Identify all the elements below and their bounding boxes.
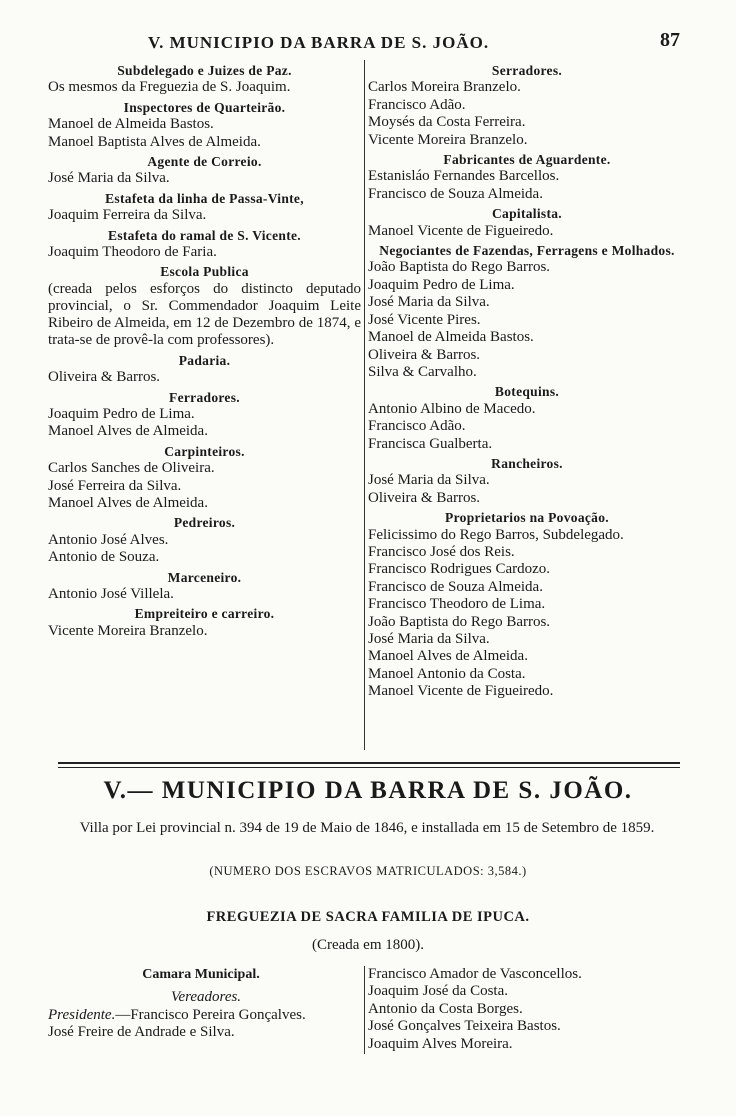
member-line: Joaquim Alves Moreira.	[368, 1035, 513, 1052]
entry-line: Manoel de Almeida Bastos.	[48, 116, 214, 133]
entry-line: Oliveira & Barros.	[48, 369, 161, 386]
member-line: José Freire de Andrade e Silva.	[48, 1024, 235, 1041]
entry-line: Francisco Rodrigues Cardozo.	[368, 561, 551, 578]
member-line: José Gonçalves Teixeira Bastos.	[368, 1018, 561, 1035]
entry-line: Antonio José Alves.	[48, 531, 169, 548]
section-heading: Pedreiros.	[173, 515, 236, 531]
entry-line: Estanisláo Fernandes Barcellos.	[368, 168, 560, 185]
entry-line: Oliveira & Barros.	[368, 346, 481, 363]
entry-line: Francisco de Souza Almeida.	[368, 185, 543, 202]
vereadores-heading: Vereadores.	[170, 989, 242, 1006]
presidente-line	[48, 1007, 364, 1024]
section-heading: Marceneiro.	[167, 569, 242, 585]
entry-line: Carlos Moreira Branzelo.	[368, 79, 521, 96]
entry-line: José Maria da Silva.	[368, 294, 490, 311]
municipio-title: V.— MUNICIPIO DA BARRA DE S. JOÃO.	[103, 777, 633, 804]
section-heading: Proprietarios na Povoação.	[445, 510, 609, 526]
entry-line: Manoel Antonio da Costa.	[368, 665, 526, 682]
entry-line: Moysés da Costa Ferreira.	[368, 114, 526, 131]
entry-line: Joaquim Pedro de Lima.	[48, 405, 195, 422]
entry-line: Antonio de Souza.	[48, 549, 160, 566]
entry-line: Vicente Moreira Branzelo.	[368, 131, 528, 148]
entry-line: Carlos Sanches de Oliveira.	[48, 460, 215, 477]
entry-line: Oliveira & Barros.	[368, 489, 481, 506]
member-line: Francisco Amador de Vasconcellos.	[368, 966, 582, 982]
parish-title: FREGUEZIA DE SACRA FAMILIA DE IPUCA.	[206, 909, 530, 925]
entry-line: Francisco Adão.	[368, 96, 466, 113]
section-heading: Agente de Correio.	[147, 154, 262, 170]
entry-line: Silva & Carvalho.	[368, 363, 477, 380]
camara-heading: Camara Municipal.	[142, 967, 260, 982]
section-heading: Padaria.	[178, 352, 231, 368]
section-heading: Botequins.	[494, 384, 560, 400]
left-column	[48, 60, 361, 640]
founding-note: Villa por Lei provincial n. 394 de 19 de Maio de 1846, e installada em 15 de Setembro de 1859.	[79, 820, 655, 836]
camara-left-column	[48, 966, 364, 1042]
presidente-label: Presidente.	[48, 1006, 116, 1023]
entry-line: João Baptista do Rego Barros.	[368, 259, 551, 276]
entry-line: Francisco José dos Reis.	[368, 543, 515, 560]
entry-line: José Maria da Silva.	[48, 170, 170, 187]
entry-line: José Vicente Pires.	[368, 311, 481, 328]
slaves-count: (NUMERO DOS ESCRAVOS MATRICULADOS: 3,584.)	[209, 864, 527, 878]
member-line: Antonio da Costa Borges.	[368, 1000, 523, 1017]
section-heading: Empreiteiro e carreiro.	[134, 606, 275, 622]
page-number: 87	[660, 29, 680, 51]
column-divider	[364, 60, 365, 750]
section-heading: Inspectores de Quarteirão.	[123, 99, 286, 115]
section-heading: Estafeta do ramal de S. Vicente.	[108, 227, 301, 243]
entry-line: Antonio Albino de Macedo.	[368, 400, 536, 417]
entry-line: Francisca Gualberta.	[368, 435, 493, 452]
entry-line: Vicente Moreira Branzelo.	[48, 622, 208, 639]
section-rule	[58, 767, 680, 768]
running-title: V. MUNICIPIO DA BARRA DE S. JOÃO.	[148, 33, 490, 52]
entry-line: José Maria da Silva.	[368, 472, 490, 489]
entry-line: Joaquim Theodoro de Faria.	[48, 244, 217, 261]
section-heading: Carpinteiros.	[164, 443, 245, 459]
right-column	[368, 60, 686, 701]
section-heading: Rancheiros.	[491, 455, 563, 471]
entry-line: Joaquim Ferreira da Silva.	[48, 207, 207, 224]
camara-right-column	[368, 966, 686, 1053]
entry-line: José Maria da Silva.	[368, 631, 490, 647]
entry-line: João Baptista do Rego Barros.	[368, 613, 551, 630]
parish-created: (Creada em 1800).	[311, 937, 425, 953]
presidente-name: —Francisco Pereira Gonçalves.	[115, 1006, 306, 1023]
entry-line: Joaquim Pedro de Lima.	[368, 276, 515, 293]
entry-line: Francisco de Souza Almeida.	[368, 578, 543, 595]
section-rule	[58, 762, 680, 764]
entry-line: Francisco Adão.	[368, 418, 466, 435]
entry-line: José Ferreira da Silva.	[48, 477, 182, 494]
section-heading: Fabricantes de Aguardente.	[443, 152, 611, 168]
entry-line: Manoel de Almeida Bastos.	[368, 329, 534, 346]
entry-line: Manoel Alves de Almeida.	[368, 648, 528, 665]
entry-line: Manoel Vicente de Figueiredo.	[368, 683, 554, 700]
school-note: (creada pelos esforços do distincto deputado provincial, o Sr. Commendador Joaquim Leite Ribeiro de Almeida, em 12 de Dezembro de 1874, e trata-se de provê-la com professores).	[48, 280, 361, 349]
section-heading: Ferradores.	[169, 389, 240, 405]
running-header	[0, 29, 736, 56]
section-heading: Negociantes de Fazendas, Ferragens e Molhados.	[379, 243, 675, 259]
entry-line: Manoel Vicente de Figueiredo.	[368, 222, 554, 239]
entry-line: Manoel Alves de Almeida.	[48, 494, 208, 511]
entry-line: Manoel Baptista Alves de Almeida.	[48, 133, 261, 150]
section-heading: Subdelegado e Juizes de Paz.	[117, 63, 292, 78]
entry-line: Os mesmos da Freguezia de S. Joaquim.	[48, 79, 291, 96]
section-heading: Capitalista.	[492, 206, 562, 222]
entry-line: Manoel Alves de Almeida.	[48, 423, 208, 440]
entry-line: Felicissimo do Rego Barros, Subdelegado.	[368, 526, 624, 543]
section-heading: Serradores.	[491, 63, 563, 78]
member-line: Joaquim José da Costa.	[368, 983, 508, 1000]
section-heading: Escola Publica	[160, 264, 249, 280]
column-divider	[364, 966, 365, 1054]
section-heading: Estafeta da linha de Passa-Vinte,	[105, 190, 304, 206]
entry-line: Antonio José Villela.	[48, 585, 174, 602]
entry-line: Francisco Theodoro de Lima.	[368, 596, 546, 613]
